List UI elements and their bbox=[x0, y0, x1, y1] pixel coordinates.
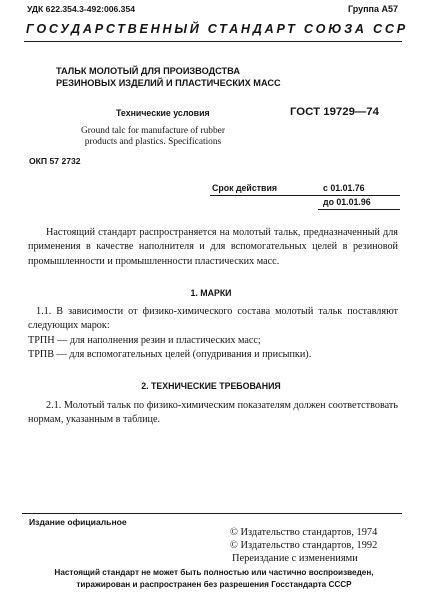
intro-paragraph: Настоящий стандарт распространяется на молотый тальк, предназначенный для применения в качестве наполнителя и для вспомогательных целей в резиновой промышленности и промышленности пластических масс. bbox=[28, 227, 398, 267]
validity-label: Срок действия bbox=[212, 183, 277, 193]
document-title: ТАЛЬК МОЛОТЫЙ ДЛЯ ПРОИЗВОДСТВА РЕЗИНОВЫХ ИЗДЕЛИЙ И ПЛАСТИЧЕСКИХ МАСС bbox=[56, 66, 281, 88]
gost-number: ГОСТ 19729—74 bbox=[290, 106, 379, 118]
copyright-1992: © Издательство стандартов, 1992 bbox=[230, 540, 378, 551]
official-edition-label: Издание официальное bbox=[29, 517, 127, 527]
reprint-note: Переиздание с изменениями bbox=[232, 553, 358, 564]
validity-from: с 01.01.76 bbox=[323, 183, 365, 193]
udk-code: УДК 622.354.3-492:006.354 bbox=[27, 4, 136, 14]
paragraph-1-1 bbox=[28, 305, 398, 363]
footer-divider bbox=[22, 513, 402, 514]
english-title: Ground talc for manufacture of rubber products and plastics. Specifications bbox=[81, 126, 225, 147]
reproduction-notice: Настоящий стандарт не может быть полностью или частично воспроизведен, тиражирован и распространен без разрешения Госстандарта СССР bbox=[54, 568, 374, 589]
validity-to: до 01.01.96 bbox=[323, 197, 371, 207]
section-1-heading: 1. МАРКИ bbox=[190, 288, 232, 298]
section-2-heading: 2. ТЕХНИЧЕСКИЕ ТРЕБОВАНИЯ bbox=[141, 381, 281, 391]
top-divider bbox=[24, 41, 402, 42]
okp-code: ОКП 57 2732 bbox=[29, 156, 81, 166]
grade-trpv: ТРПВ — для вспомогательных целей (опудривания и присыпки). bbox=[28, 349, 312, 361]
group-code: Группа А57 bbox=[347, 4, 398, 14]
validity-divider-short bbox=[318, 209, 400, 210]
validity-divider bbox=[210, 195, 400, 196]
standard-banner: ГОСУДАРСТВЕННЫЙ СТАНДАРТ СОЮЗА ССР bbox=[26, 22, 408, 36]
grade-trpn: ТРПН — для наполнения резин и пластических масс; bbox=[28, 334, 261, 346]
paragraph-2-1: 2.1. Молотый тальк по физико-химическим показателям должен соответствовать нормам, указанным в таблице. bbox=[28, 400, 398, 426]
paragraph-1-1-text: 1.1. В зависимости от физико-химического состава молотый тальк поставляют следующих марок: bbox=[28, 306, 398, 332]
copyright-1974: © Издательство стандартов, 1974 bbox=[230, 527, 378, 538]
document-subtitle: Технические условия bbox=[116, 108, 210, 118]
